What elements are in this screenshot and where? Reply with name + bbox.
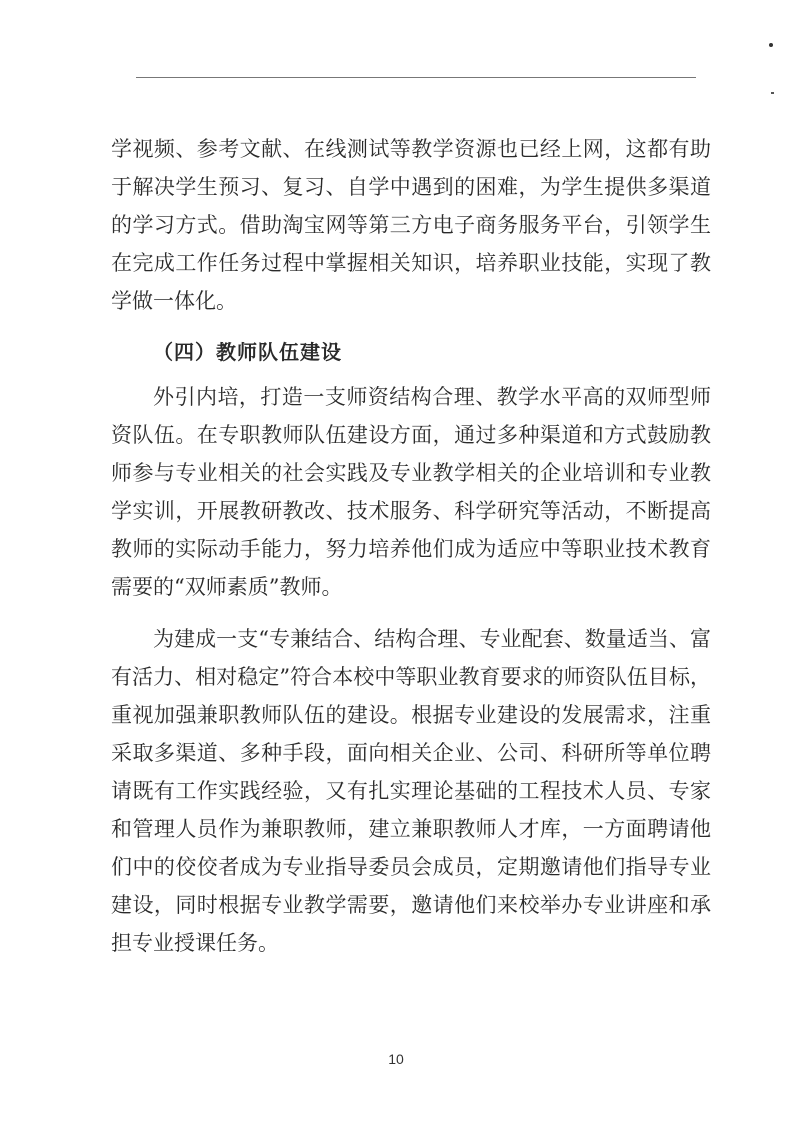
document-body xyxy=(111,130,711,962)
header-rule xyxy=(136,77,696,78)
scan-artifact-dot xyxy=(769,43,773,47)
body-paragraph-1: 外引内培，打造一支师资结构合理、教学水平高的双师型师资队伍。在专职教师队伍建设方面，通过多种渠道和方式鼓励教师参与专业相关的社会实践及专业教学相关的企业培训和专业教学实训，开展教研教改、技术服务、科学研究等活动，不断提高教师的实际动手能力，努力培养他们成为适应中等职业技术教育需要的“双师素质”教师。 xyxy=(111,385,711,599)
scan-artifact-mark xyxy=(771,92,774,94)
continuation-paragraph: 学视频、参考文献、在线测试等教学资源也已经上网，这都有助于解决学生预习、复习、自学中遇到的困难，为学生提供多渠道的学习方式。借助淘宝网等第三方电子商务服务平台，引领学生在完成工作任务过程中掌握相关知识，培养职业技能，实现了教学做一体化。 xyxy=(111,137,711,313)
body-paragraph-2: 为建成一支“专兼结合、结构合理、专业配套、数量适当、富有活力、相对稳定”符合本校中等职业教育要求的师资队伍目标，重视加强兼职教师队伍的建设。根据专业建设的发展需求，注重采取多渠道、多种手段，面向相关企业、公司、科研所等单位聘请既有工作实践经验，又有扎实理论基础的工程技术人员、专家和管理人员作为兼职教师，建立兼职教师人才库，一方面聘请他们中的佼佼者成为专业指导委员会成员，定期邀请他们指导专业建设，同时根据专业教学需要，邀请他们来校举办专业讲座和承担专业授课任务。 xyxy=(111,627,711,955)
page-number: 10 xyxy=(388,1051,404,1067)
section-heading: （四）教师队伍建设 xyxy=(153,340,342,364)
